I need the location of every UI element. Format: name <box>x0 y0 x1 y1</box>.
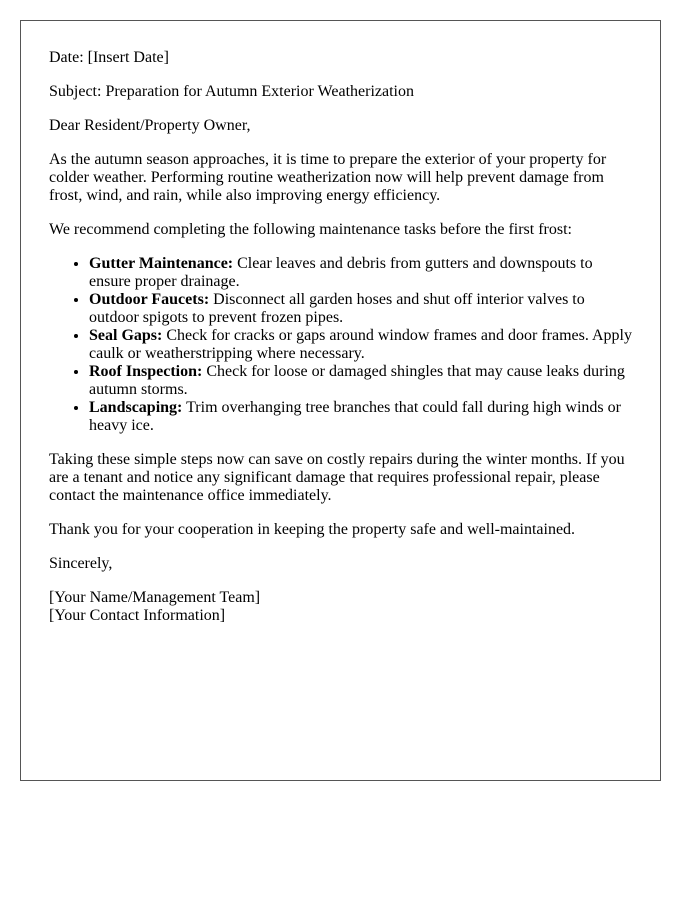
signature-block <box>49 589 632 625</box>
task-list <box>49 255 632 435</box>
recommend-paragraph: We recommend completing the following maintenance tasks before the first frost: <box>49 221 572 238</box>
date-line: Date: [Insert Date] <box>49 49 169 66</box>
closing-paragraph: Taking these simple steps now can save on costly repairs during the winter months. If you are a tenant and notice any significant damage that requires professional repair, please contact the maintenance office immediately. <box>49 451 625 504</box>
signature-name: [Your Name/Management Team] <box>49 589 261 606</box>
task-text: Check for loose or damaged shingles that may cause leaks during autumn storms. <box>89 363 625 398</box>
task-text: Check for cracks or gaps around window frames and door frames. Apply caulk or weatherstripping where necessary. <box>89 327 632 362</box>
task-item <box>89 255 632 291</box>
task-title: Outdoor Faucets: <box>89 291 210 308</box>
signoff: Sincerely, <box>49 555 113 572</box>
task-title: Gutter Maintenance: <box>89 255 234 272</box>
signature-contact: [Your Contact Information] <box>49 607 226 624</box>
task-text: Trim overhanging tree branches that could fall during high winds or heavy ice. <box>89 399 621 434</box>
thanks-paragraph: Thank you for your cooperation in keeping the property safe and well-maintained. <box>49 521 576 538</box>
task-text: Clear leaves and debris from gutters and downspouts to ensure proper drainage. <box>89 255 593 290</box>
intro-paragraph: As the autumn season approaches, it is time to prepare the exterior of your property for colder weather. Performing routine weatherization now will help prevent damage from frost, wind, and rain, while also improving energy efficiency. <box>49 151 607 204</box>
task-text: Disconnect all garden hoses and shut off interior valves to outdoor spigots to prevent frozen pipes. <box>89 291 585 326</box>
letter <box>20 20 661 781</box>
task-item <box>89 291 632 327</box>
salutation: Dear Resident/Property Owner, <box>49 117 251 134</box>
task-item <box>89 363 632 399</box>
task-item <box>89 327 632 363</box>
task-title: Landscaping: <box>89 399 183 416</box>
task-item <box>89 399 632 435</box>
subject-line: Subject: Preparation for Autumn Exterior Weatherization <box>49 83 414 100</box>
task-title: Seal Gaps: <box>89 327 163 344</box>
task-title: Roof Inspection: <box>89 363 203 380</box>
